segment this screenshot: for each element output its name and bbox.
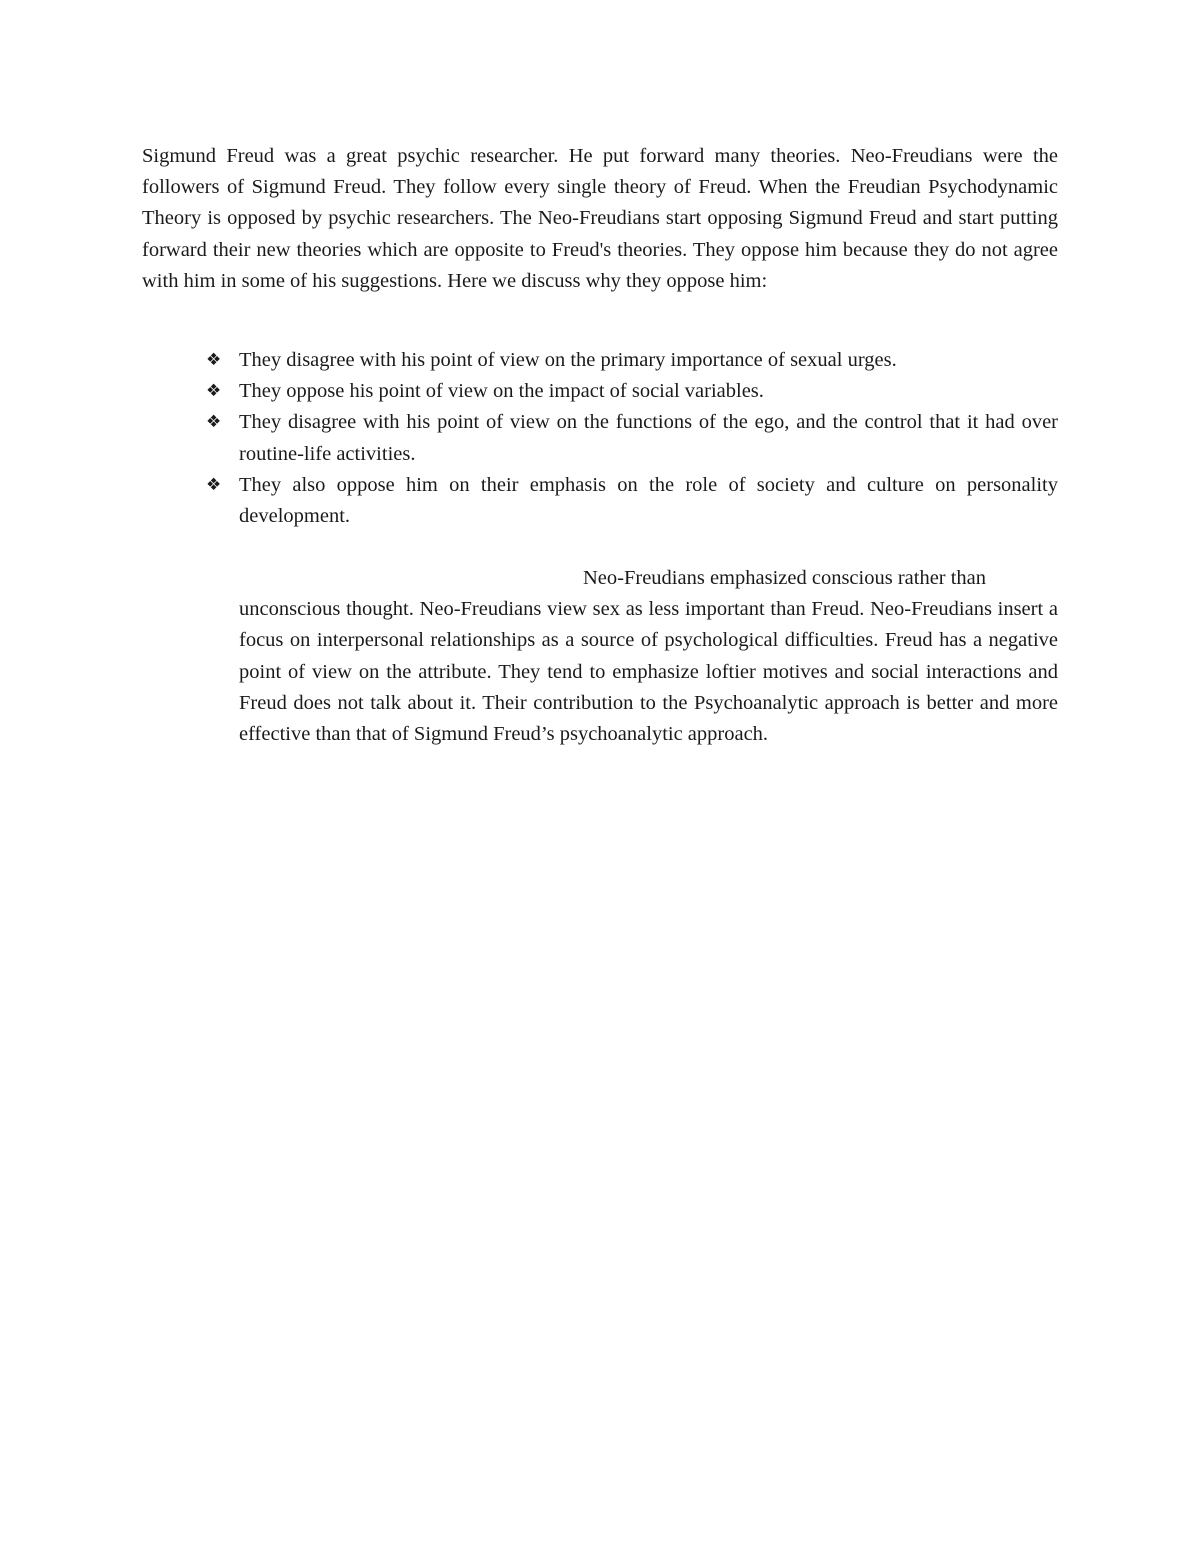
diamond-bullet-icon: ❖	[206, 350, 222, 370]
list-item-text: They oppose his point of view on the impact of social variables.	[239, 380, 764, 403]
intro-paragraph: Sigmund Freud was a great psychic researcher. He put forward many theories. Neo-Freudians were the followers of Sigmund Freud. They follow every single theory of Freud. When the Freudian Psychodynamic Theory is opposed by psychic researchers. The Neo-Freudians start opposing Sigmund Freud and start putting forward their new theories which are opposite to Freud's theories. They oppose him because they do not agree with him in some of his suggestions. Here we discuss why they oppose him:	[142, 145, 1058, 292]
list-item	[142, 376, 1058, 407]
list-item	[142, 345, 1058, 376]
closing-paragraph	[239, 563, 1058, 750]
bullet-list	[142, 345, 1058, 532]
list-item-text: They also oppose him on their emphasis on the role of society and culture on personality development.	[239, 473, 1058, 528]
closing-paragraph-first-line: Neo-Freudians emphasized conscious rather than	[583, 567, 987, 589]
diamond-bullet-icon: ❖	[206, 381, 222, 402]
list-item-text: They disagree with his point of view on the functions of the ego, and the control that it had over routine-life activities.	[239, 411, 1058, 465]
list-item	[142, 470, 1058, 532]
list-item-text: They disagree with his point of view on the primary importance of sexual urges.	[239, 349, 897, 371]
diamond-bullet-icon: ❖	[206, 412, 222, 433]
list-item	[142, 407, 1058, 469]
diamond-bullet-icon: ❖	[206, 474, 222, 495]
closing-paragraph-body: unconscious thought. Neo-Freudians view sex as less important than Freud. Neo-Freudians insert a focus on interpersonal relationships as a source of psychological difficulties. Freud has a negative point of view on the attribute. They tend to emphasize loftier motives and social interactions and Freud does not talk about it. Their contribution to the Psychoanalytic approach is better and more effective than that of Sigmund Freud’s psychoanalytic approach.	[239, 598, 1058, 746]
